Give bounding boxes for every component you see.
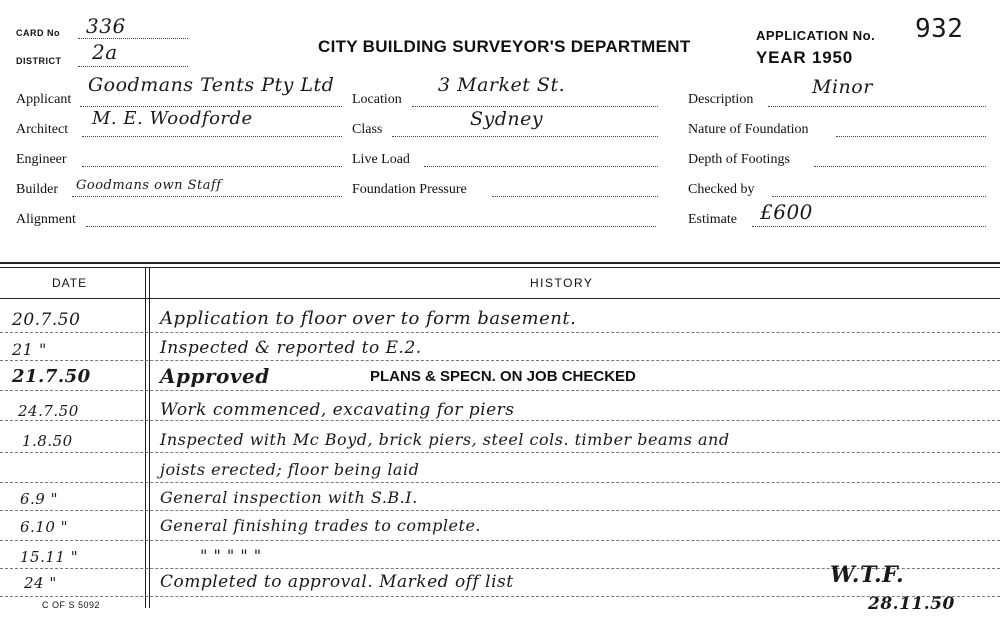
row-entry: Approved xyxy=(160,364,270,388)
row-entry: joists erected; floor being laid xyxy=(160,460,420,479)
card-no-line xyxy=(78,38,188,39)
builder-line xyxy=(72,196,342,197)
architect-value: M. E. Woodforde xyxy=(92,108,253,129)
row-date: 15.11 " xyxy=(20,548,79,566)
row-date: 6.9 " xyxy=(20,490,59,508)
estimate-label: Estimate xyxy=(688,212,737,227)
row-date: 6.10 " xyxy=(20,518,69,536)
application-no-label: APPLICATION No. xyxy=(756,28,876,43)
nature-of-foundation-line xyxy=(836,136,986,137)
class-value: Sydney xyxy=(470,108,544,130)
row-entry: Inspected with Mc Boyd, brick piers, steel cols. timber beams and xyxy=(160,430,730,449)
location-line xyxy=(412,106,658,107)
row-rule xyxy=(0,332,1000,333)
row-rule xyxy=(0,540,1000,541)
year-label: YEAR 1950 xyxy=(756,48,853,67)
card-no-label: CARD No xyxy=(16,28,60,38)
row-date: 24 " xyxy=(24,574,57,592)
description-line xyxy=(768,106,986,107)
alignment-label: Alignment xyxy=(16,212,76,227)
row-rule xyxy=(0,420,1000,421)
class-line xyxy=(392,136,658,137)
table-top-rule-inner xyxy=(0,267,1000,268)
row-rule xyxy=(0,360,1000,361)
application-no-value: 932 xyxy=(915,14,964,44)
row-rule xyxy=(0,482,1000,483)
row-date: 20.7.50 xyxy=(12,310,81,330)
row-entry: Completed to approval. Marked off list xyxy=(160,572,514,592)
date-column-header: DATE xyxy=(52,276,88,290)
row-entry: General inspection with S.B.I. xyxy=(160,488,418,507)
description-value: Minor xyxy=(812,76,873,98)
location-label: Location xyxy=(352,92,402,107)
district-line xyxy=(78,66,188,67)
row-rule xyxy=(0,596,1000,597)
live-load-line xyxy=(424,166,658,167)
live-load-label: Live Load xyxy=(352,152,410,167)
applicant-label: Applicant xyxy=(16,92,72,107)
engineer-line xyxy=(82,166,342,167)
depth-of-footings-line xyxy=(814,166,986,167)
row-date: 21 " xyxy=(12,340,47,359)
alignment-line xyxy=(86,226,656,227)
applicant-value: Goodmans Tents Pty Ltd xyxy=(88,74,335,96)
row-date: 24.7.50 xyxy=(18,402,79,420)
district-label: DISTRICT xyxy=(16,56,62,66)
table-divider-a xyxy=(145,268,146,608)
depth-of-footings-label: Depth of Footings xyxy=(688,152,790,167)
history-column-header: HISTORY xyxy=(530,276,594,290)
department-title: CITY BUILDING SURVEYOR'S DEPARTMENT xyxy=(318,37,691,56)
row-entry: General finishing trades to complete. xyxy=(160,516,481,535)
estimate-line xyxy=(752,226,986,227)
plans-checked-stamp: PLANS & SPECN. ON JOB CHECKED xyxy=(370,368,636,385)
description-label: Description xyxy=(688,92,754,107)
row-rule xyxy=(0,390,1000,391)
card-no-value: 336 xyxy=(86,14,126,38)
row-entry: " " " " " xyxy=(200,546,262,565)
row-entry: Inspected & reported to E.2. xyxy=(160,338,422,358)
checked-by-line xyxy=(772,196,986,197)
table-divider-b xyxy=(149,268,150,608)
row-date: 1.8.50 xyxy=(22,432,73,450)
row-entry: Work commenced, excavating for piers xyxy=(160,400,515,420)
foundation-pressure-line xyxy=(492,196,658,197)
inspector-signature: W.T.F. xyxy=(830,562,905,588)
table-top-rule xyxy=(0,262,1000,264)
architect-line xyxy=(82,136,342,137)
location-value: 3 Market St. xyxy=(438,74,566,96)
form-code: C OF S 5092 xyxy=(42,600,101,610)
row-date: 21.7.50 xyxy=(12,366,91,387)
checked-by-label: Checked by xyxy=(688,182,755,197)
district-value: 2a xyxy=(92,40,118,64)
signature-date: 28.11.50 xyxy=(868,594,955,614)
estimate-value: £600 xyxy=(760,200,813,224)
nature-of-foundation-label: Nature of Foundation xyxy=(688,122,809,137)
architect-label: Architect xyxy=(16,122,69,137)
row-entry: Application to floor over to form basement. xyxy=(160,308,577,329)
builder-label: Builder xyxy=(16,182,58,197)
foundation-pressure-label: Foundation Pressure xyxy=(352,182,467,197)
engineer-label: Engineer xyxy=(16,152,67,167)
table-header-rule xyxy=(0,298,1000,299)
row-rule xyxy=(0,452,1000,453)
class-label: Class xyxy=(352,122,383,137)
row-rule xyxy=(0,510,1000,511)
applicant-line xyxy=(80,106,342,107)
builder-value: Goodmans own Staff xyxy=(76,178,222,193)
